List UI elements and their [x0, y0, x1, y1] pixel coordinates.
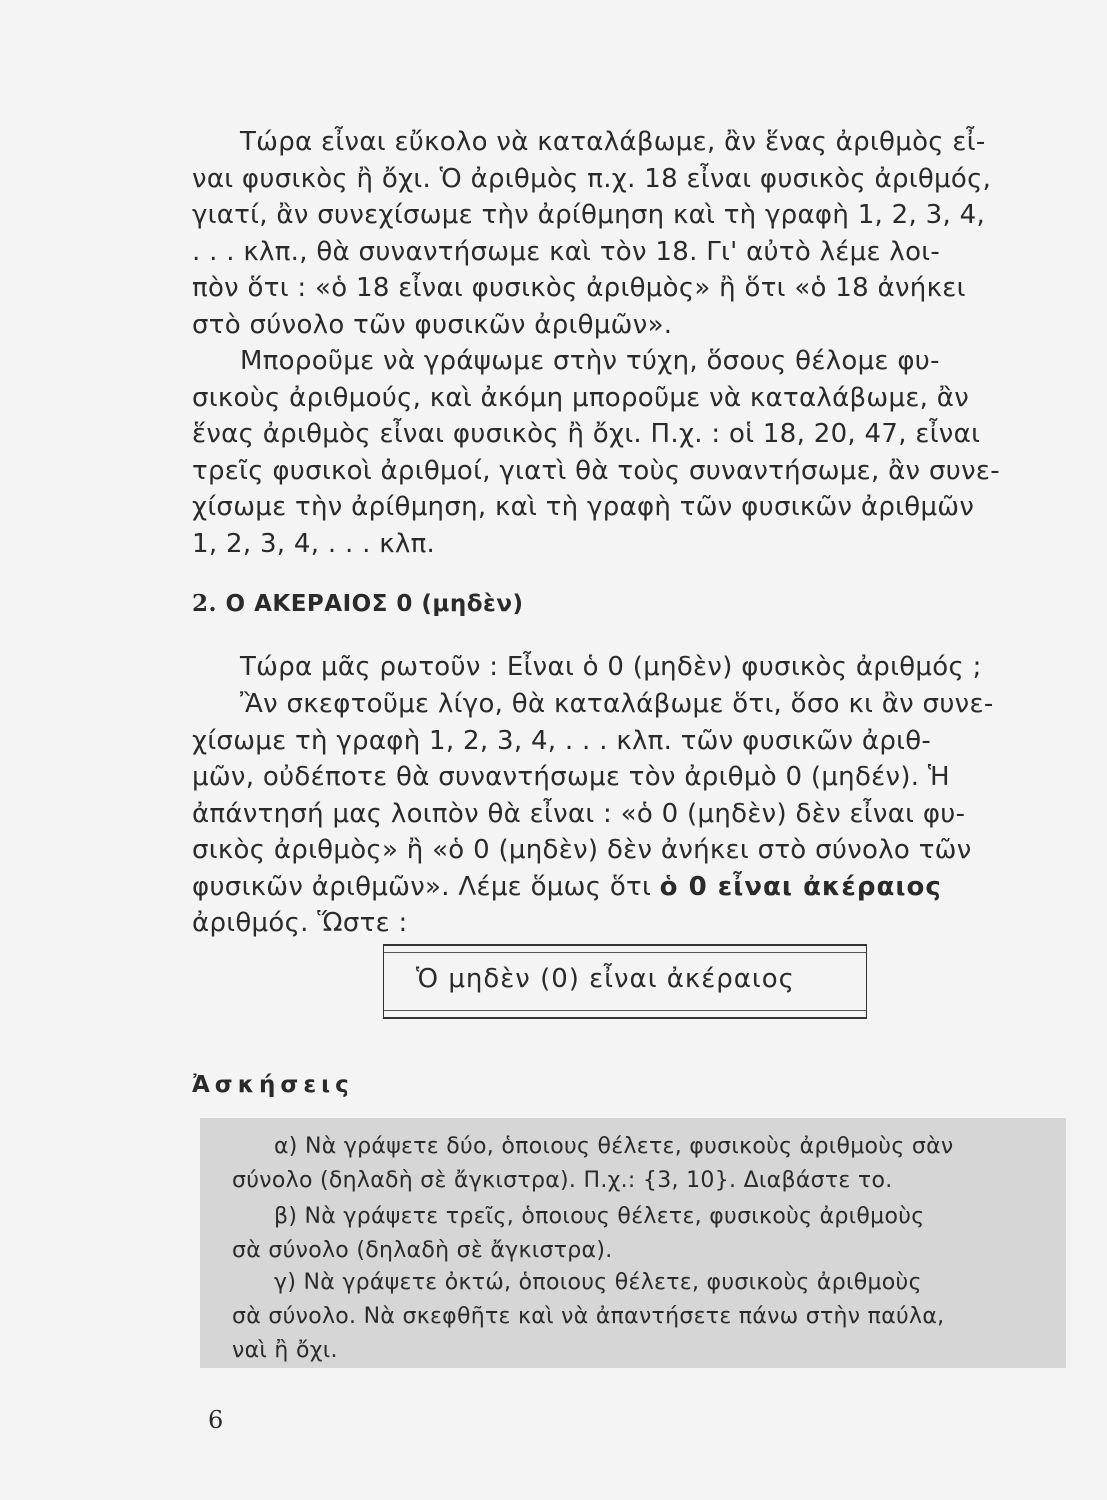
- box-rule: [384, 952, 866, 953]
- paragraph-natural-numbers: [192, 124, 1042, 343]
- text-line: Τώρα εἶναι εὔκολο νὰ καταλάβωμε, ἂν ἕνας ἀριθμὸς εἶ-: [240, 127, 986, 157]
- exercise-item: [232, 1200, 1052, 1268]
- text-line: σικοὺς ἀριθμούς, καὶ ἀκόμη μποροῦμε νὰ καταλάβωμε, ἂν: [192, 382, 970, 413]
- text-line: ἕνας ἀριθμὸς εἶναι φυσικὸς ἢ ὄχι. Π.χ. : οἱ 18, 20, 47, εἶναι: [192, 419, 981, 449]
- text-line: β) Νὰ γράψετε τρεῖς, ὁποιους θέλετε, φυσικοὺς ἀριθμοὺς: [274, 1204, 925, 1229]
- text-line: μῶν, οὐδέποτε θὰ συναντήσωμε τὸν ἀριθμὸ 0 (μηδέν). Ἡ: [192, 762, 950, 792]
- paragraph-zero-integer: [192, 686, 1042, 942]
- boxed-statement: Ὁ μηδὲν (0) εἶναι ἀκέραιος: [416, 964, 795, 994]
- page-number: 6: [208, 1406, 224, 1434]
- text-line: Ἂν σκεφτοῦμε λίγο, θὰ καταλάβωμε ὅτι, ὅσο κι ἂν συνε-: [240, 689, 994, 719]
- text-line: χίσωμε τὴ γραφὴ 1, 2, 3, 4, . . . κλπ. τῶν φυσικῶν ἀριθ-: [192, 725, 932, 756]
- text-fragment: φυσικῶν ἀριθμῶν». Λέμε ὅμως ὅτι: [192, 871, 660, 902]
- text-line: ναι φυσικὸς ἢ ὄχι. Ὁ ἀριθμὸς π.χ. 18 εἶναι φυσικὸς ἀριθμός,: [192, 163, 992, 194]
- box-rule: [384, 1010, 866, 1011]
- text-line: . . . κλπ., θὰ συναντήσωμε καὶ τὸν 18. Γι' αὐτὸ λέμε λοι-: [192, 236, 941, 267]
- definition-box: [383, 944, 867, 1019]
- text-line: α) Νὰ γράψετε δύο, ὁποιους θέλετε, φυσικοὺς ἀριθμοὺς σὰν: [274, 1134, 954, 1159]
- exercise-item: [232, 1130, 1052, 1198]
- text-line: Τώρα μᾶς ρωτοῦν : Εἶναι ὁ 0 (μηδὲν) φυσικὸς ἀριθμός ;: [240, 652, 982, 682]
- text-line: Μποροῦμε νὰ γράψωμε στὴν τύχη, ὅσους θέλομε φυ-: [240, 346, 940, 376]
- text-line: 1, 2, 3, 4, . . . κλπ.: [192, 528, 436, 559]
- text-line: ναὶ ἢ ὄχι.: [232, 1338, 338, 1363]
- exercises-title: Ἀσκήσεις: [192, 1072, 354, 1098]
- text-line: χίσωμε τὴν ἀρίθμηση, καὶ τὴ γραφὴ τῶν φυσικῶν ἀριθμῶν: [192, 492, 975, 522]
- paragraph-writing-naturals: [192, 343, 1042, 562]
- text-line: ἀριθμός. Ὥστε :: [192, 908, 408, 938]
- text-line: πὸν ὅτι : «ὁ 18 εἶναι φυσικὸς ἀριθμὸς» ἢ ὅτι «ὁ 18 ἀνήκει: [192, 273, 966, 303]
- paragraph-question: [192, 649, 1042, 686]
- section-heading: [192, 590, 524, 617]
- text-line: στὸ σύνολο τῶν φυσικῶν ἀριθμῶν».: [192, 309, 673, 340]
- section-number: 2.: [192, 590, 218, 617]
- text-line: σικὸς ἀριθμὸς» ἢ «ὁ 0 (μηδὲν) δὲν ἀνήκει στὸ σύνολο τῶν: [192, 835, 972, 865]
- section-title: Ο ΑΚΕΡΑΙΟΣ 0 (μηδὲν): [225, 591, 524, 617]
- exercise-item: [232, 1266, 1052, 1368]
- text-line: γ) Νὰ γράψετε ὀκτώ, ὁποιους θέλετε, φυσικοὺς ἀριθμοὺς: [274, 1270, 922, 1295]
- text-line: ἀπάντησή μας λοιπὸν θὰ εἶναι : «ὁ 0 (μηδὲν) δὲν εἶναι φυ-: [192, 798, 966, 829]
- bold-definition: ὁ 0 εἶναι ἀκέραιος: [659, 871, 942, 902]
- text-line: γιατί, ἂν συνεχίσωμε τὴν ἀρίθμηση καὶ τὴ γραφὴ 1, 2, 3, 4,: [192, 200, 986, 230]
- text-line: τρεῖς φυσικοὶ ἀριθμοί, γιατὶ θὰ τοὺς συναντήσωμε, ἂν συνε-: [192, 455, 1000, 486]
- text-line: σὰ σύνολο. Νὰ σκεφθῆτε καὶ νὰ ἀπαντήσετε πάνω στὴν παύλα,: [232, 1304, 945, 1329]
- text-line: [192, 869, 1042, 906]
- text-line: σύνολο (δηλαδὴ σὲ ἄγκιστρα). Π.χ.: {3, 10}. Διαβάστε το.: [232, 1168, 893, 1193]
- text-line: σὰ σύνολο (δηλαδὴ σὲ ἄγκιστρα).: [232, 1238, 613, 1263]
